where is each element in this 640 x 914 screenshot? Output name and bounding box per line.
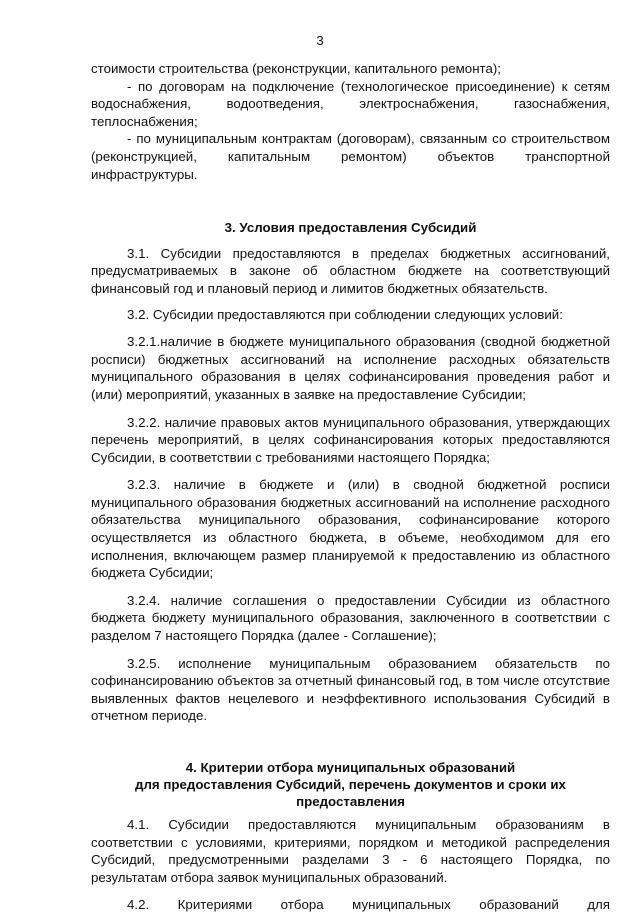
section-4-paragraph: 4.1. Субсидии предоставляются муниципальным образованиям в соответствии с условиями, критериями, порядком и методикой распределения Субсидий, предусмотренными разделами 3 - 6 настоящего Порядка, по результатам отбора заявок муниципальных образований. xyxy=(91,817,610,885)
section-3-paragraph: 3.2.2. наличие правовых актов муниципального образования, утверждающих перечень мероприятий, в целях софинансирования которых предоставляются Субсидии, в соответствии с требованиями настоящего Порядка; xyxy=(91,414,610,465)
page-number: 3 xyxy=(316,33,324,48)
document-body xyxy=(91,60,610,914)
section-3-paragraph: 3.2.4. наличие соглашения о предоставлении Субсидии из областного бюджета бюджету муниципального образования, заключенного в соответствии с разделом 7 настоящего Порядка (далее - Соглашение); xyxy=(91,592,610,644)
section-3-paragraph: 3.2.3. наличие в бюджете и (или) в сводной бюджетной росписи муниципального образования бюджетных ассигнований на исполнение расходного обязательства муниципального образования, софинансирование которого осуществляется из областного бюджета, в объеме, необходимом для его исполнения, включающем размер планируемой к предоставлению из областного бюджета Субсидии; xyxy=(91,477,610,581)
section-4-title-line: предоставления xyxy=(296,794,405,809)
section-4-paragraph: 4.2. Критериями отбора муниципальных образований для xyxy=(127,897,610,913)
intro-item-connection-contracts: - по договорам на подключение (технологическое присоединение) к сетям водоснабжения, водоотведения, электроснабжения, газоснабжения, теплоснабжения; xyxy=(91,78,610,129)
section-3-paragraph: 3.2.1.наличие в бюджете муниципального образования (сводной бюджетной росписи) бюджетных ассигнований на исполнение расходных обязательств муниципального образования в целях софинансирования проведения работ и (или) мероприятий, указанных в заявке на предоставление Субсидии; xyxy=(91,334,610,402)
section-3-paragraph: 3.2.5. исполнение муниципальным образованием обязательств по софинансированию объектов за отчетный финансовый год, в том числе отсутствие выявленных фактов нецелевого и неэффективного использования Субсидий в отчетном периоде. xyxy=(91,655,610,724)
section-4-title-line: для предоставления Субсидий, перечень документов и сроки их xyxy=(135,777,566,792)
section-4-title-line: 4. Критерии отбора муниципальных образований xyxy=(185,760,516,775)
intro-item-municipal-contracts: - по муниципальным контрактам (договорам), связанным со строительством (реконструкцией, капитальным ремонтом) объектов транспортной инфраструктуры. xyxy=(91,131,610,182)
section-3-paragraph: 3.1. Субсидии предоставляются в пределах бюджетных ассигнований, предусматриваемых в законе об областном бюджете на соответствующий финансовый год и плановый период и лимитов бюджетных обязательств. xyxy=(91,245,610,296)
section-3-paragraph: 3.2. Субсидии предоставляются при соблюдении следующих условий: xyxy=(127,306,563,322)
section-4-title xyxy=(91,759,610,810)
section-3-title: 3. Условия предоставления Субсидий xyxy=(224,220,477,236)
intro-continuation: стоимости строительства (реконструкции, капитального ремонта); xyxy=(91,61,501,76)
